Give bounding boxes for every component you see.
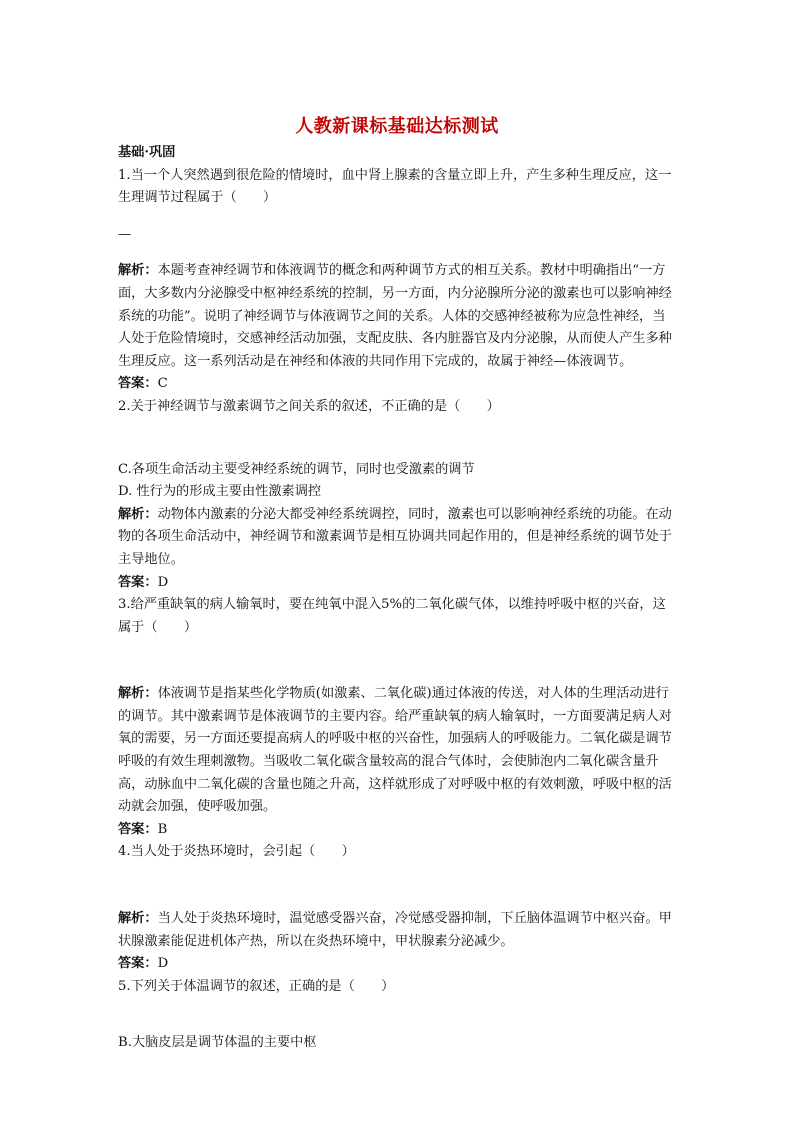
question-2-stem: 2.关于神经调节与激素调节之间关系的叙述，不正确的是（ ） bbox=[118, 398, 500, 414]
question-4-answer bbox=[118, 953, 678, 976]
question-2-option-d: D. 性行为的形成主要由性激素调控 bbox=[118, 484, 322, 500]
question-2-option-c: C.各项生命活动主要受神经系统的调节，同时也受激素的调节 bbox=[118, 461, 475, 477]
question-3-answer bbox=[118, 819, 678, 842]
section-label: 基础·巩固 bbox=[118, 145, 176, 160]
question-4-stem: 4.当人处于炎热环境时，会引起（ ） bbox=[118, 844, 355, 860]
answer-label: 答案： bbox=[118, 956, 158, 972]
question-1-answer bbox=[118, 373, 678, 396]
analysis-text: 本题考查神经调节和体液调节的概念和两种调节方式的相互关系。教材中明确指出“一方面，大多数内分泌腺受中枢神经系统的控制，另一方面，内分泌腺所分泌的激素也可以影响神经系统的功能”。说明了神经调节与体液调节之间的关系。人体的交感神经被称为应急性神经，当人处于危险情境时，交感神经活动加强，支配皮肤、各内脏器官及内分泌腺，从而使人产生多种生理反应。这一系列活动是在神经和体液的共同作用下完成的，故属于神经—体液调节。 bbox=[118, 263, 672, 369]
analysis-label: 解析： bbox=[118, 263, 158, 279]
answer-label: 答案： bbox=[118, 376, 158, 392]
answer-label: 答案： bbox=[118, 821, 158, 837]
analysis-text: 当人处于炎热环境时，温觉感受器兴奋，冷觉感受器抑制，下丘脑体温调节中枢兴奋。甲状腺激素能促进机体产热，所以在炎热环境中，甲状腺素分泌减少。 bbox=[118, 911, 672, 949]
question-1-analysis bbox=[118, 260, 678, 373]
question-3-analysis bbox=[118, 683, 678, 819]
question-2-analysis bbox=[118, 504, 678, 572]
analysis-label: 解析： bbox=[118, 911, 158, 927]
page-title: 人教新课标基础达标测试 bbox=[295, 116, 499, 137]
answer-value: D bbox=[157, 956, 169, 972]
analysis-label: 解析： bbox=[118, 506, 158, 522]
question-5-stem: 5.下列关于体温调节的叙述，正确的是（ ） bbox=[118, 978, 395, 994]
question-4-analysis bbox=[118, 908, 678, 953]
analysis-text: 体液调节是指某些化学物质(如激素、二氧化碳)通过体液的传送，对人体的生理活动进行的调节。其中激素调节是体液调节的主要内容。给严重缺氧的病人输氧时，一方面要满足病人对氧的需要，另一方面还要提高病人的呼吸中枢的兴奋性，加强病人的呼吸能力。二氧化碳是调节呼吸的有效生理刺激物。当吸收二氧化碳含量较高的混合气体时，会使肺泡内二氧化碳含量升高，动脉血中二氧化碳的含量也随之升高，这样就形成了对呼吸中枢的有效刺激，呼吸中枢的活动就会加强，使呼吸加强。 bbox=[118, 686, 672, 815]
question-5-option-b: B.大脑皮层是调节体温的主要中枢 bbox=[118, 1035, 317, 1051]
answer-label: 答案： bbox=[118, 574, 158, 590]
question-1-blank: — bbox=[118, 226, 132, 242]
document-body bbox=[118, 142, 678, 1055]
analysis-label: 解析： bbox=[118, 686, 158, 702]
question-3-stem: 3.给严重缺氧的病人输氧时，要在纯氧中混入5%的二氧化碳气体，以维持呼吸中枢的兴奋，这属于（ ） bbox=[118, 597, 666, 635]
answer-value: C bbox=[157, 376, 168, 392]
answer-value: D bbox=[157, 574, 169, 590]
analysis-text: 动物体内激素的分泌大都受神经系统调控，同时，激素也可以影响神经系统的功能。在动物的各项生命活动中，神经调节和激素调节是相互协调共同起作用的，但是神经系统的调节处于主导地位。 bbox=[118, 506, 672, 567]
answer-value: B bbox=[157, 821, 168, 837]
question-1-stem: 1.当一个人突然遇到很危险的情境时，血中肾上腺素的含量立即上升，产生多种生理反应，这一生理调节过程属于（ ） bbox=[118, 167, 672, 206]
question-2-answer bbox=[118, 572, 678, 595]
